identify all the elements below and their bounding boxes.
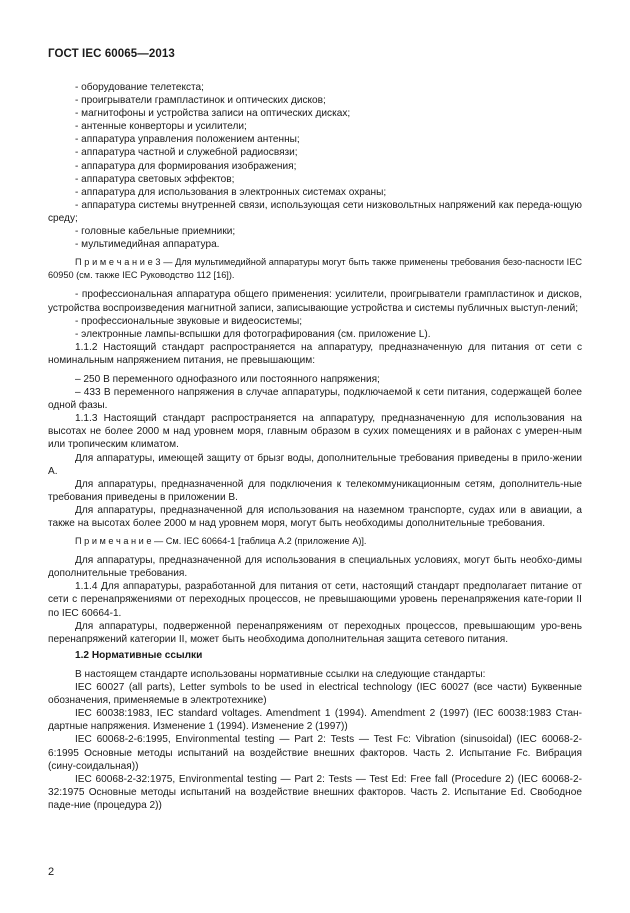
document-body — [48, 81, 582, 812]
note: П р и м е ч а н и е — См. IEC 60664-1 [таблица А.2 (приложение А)]. — [75, 536, 367, 547]
list-item: - аппаратура для использования в электронных системах охраны; — [75, 186, 387, 198]
note: П р и м е ч а н и е 3 — Для мультимедийной аппаратуры могут быть также применены требования безо-пасности IEC 60950 (см. также IEC Руководство 112 [16]). — [48, 257, 582, 281]
list-item: - проигрыватели грампластинок и оптических дисков; — [75, 95, 326, 107]
list-item: - аппаратура для формирования изображения; — [75, 160, 297, 172]
list-item: - аппаратура световых эффектов; — [75, 173, 235, 185]
list-item: - магнитофоны и устройства записи на оптических дисках; — [75, 108, 351, 120]
list-item: - аппаратура частной и служебной радиосвязи; — [75, 147, 298, 159]
page-number: 2 — [48, 866, 55, 878]
paragraph: - аппаратура системы внутренней связи, использующая сети низковольтных напряжений как переда-ющую среду; — [48, 199, 582, 224]
document-header: ГОСТ IEC 60065—2013 — [48, 48, 175, 60]
list-item: – 250 В переменного однофазного или постоянного напряжения; — [75, 373, 380, 385]
section-heading: 1.2 Нормативные ссылки — [75, 649, 203, 661]
paragraph: В настоящем стандарте использованы нормативные ссылки на следующие стандарты: — [75, 668, 486, 680]
list-item: - профессиональные звуковые и видеосистемы; — [75, 315, 303, 327]
paragraph: Для аппаратуры, предназначенной для подключения к телекоммуникационным сетям, дополнитель-ные требования приведены в приложении В. — [48, 478, 582, 503]
paragraph: IEC 60038:1983, IEC standard voltages. Amendment 1 (1994). Amendment 2 (1997) (IEC 60038:1983 Стан-дартные напряжения. Изменение 1 (1994). Изменение 2 (1997)) — [48, 708, 582, 733]
list-item: - антенные конверторы и усилители; — [75, 121, 247, 133]
paragraph: – 433 В переменного напряжения в случае аппаратуры, подключаемой к сети питания, содержащей более одной фазы. — [48, 387, 582, 412]
paragraph: - профессиональная аппаратура общего применения: усилители, проигрыватели грампластинок и дисков, устройства воспроизведения магнитной записи, записывающие устройства и системы публичных выступ-лений; — [48, 289, 582, 314]
list-item: - электронные лампы-вспышки для фотографирования (см. приложение L). — [75, 328, 431, 340]
paragraph: Для аппаратуры, предназначенной для использования в специальных условиях, могут быть необхо-димы дополнительные требования. — [48, 555, 582, 580]
paragraph: IEC 60068-2-32:1975, Environmental testing — Part 2: Tests — Test Ed: Free fall (Procedure 2) (IEC 60068-2-32:1975 Основные методы испытаний на воздействие внешних факторов. Часть 2. Испытание Ed. Свободное паде-ние (процедура 2)) — [48, 773, 582, 811]
list-item: - головные кабельные приемники; — [75, 226, 236, 238]
paragraph: Для аппаратуры, предназначенной для использования на наземном транспорте, судах или в авиации, а также на высотах более 2000 м над уровнем моря, могут быть необходимы дополнительные требования. — [48, 504, 582, 529]
paragraph: Для аппаратуры, подверженной перенапряжениям от переходных процессов, превышающим уро-вень перенапряжений категории II, может быть необходима дополнительная защита сетевого питания. — [48, 620, 582, 645]
paragraph: IEC 60068-2-6:1995, Environmental testing — Part 2: Tests — Test Fc: Vibration (sinusoidal) (IEC 60068-2-6:1995 Основные методы испытаний на воздействие внешних факторов. Часть 2. Испытание Fc. Вибрация (сину-соидальная)) — [48, 734, 582, 772]
list-item: - оборудование телетекста; — [75, 82, 204, 93]
paragraph: 1.1.3 Настоящий стандарт распространяется на аппаратуру, предназначенную для использования на высотах не более 2000 м над уровнем моря, главным образом в сухих помещениях и в районах с умерен-ным или тропическим климатом. — [48, 413, 582, 451]
paragraph: Для аппаратуры, имеющей защиту от брызг воды, дополнительные требования приведены в прило-жении А. — [48, 452, 582, 477]
paragraph: 1.1.4 Для аппаратуры, разработанной для питания от сети, настоящий стандарт предполагает питание от сети с перенапряжениями от переходных процессов, не превышающими уровень перенапряжения кате-гории II по IEC 60664-1. — [48, 581, 582, 619]
list-item: - аппаратура управления положением антенны; — [75, 134, 300, 146]
paragraph: 1.1.2 Настоящий стандарт распространяется на аппаратуру, предназначенную для питания от сети с номинальным напряжением питания, не превышающим: — [48, 341, 582, 366]
paragraph: IEC 60027 (all parts), Letter symbols to be used in electrical technology (IEC 60027 (все части) Буквенные обозначения, применяемые в электротехнике) — [48, 682, 582, 707]
list-item: - мультимедийная аппаратура. — [75, 239, 220, 251]
